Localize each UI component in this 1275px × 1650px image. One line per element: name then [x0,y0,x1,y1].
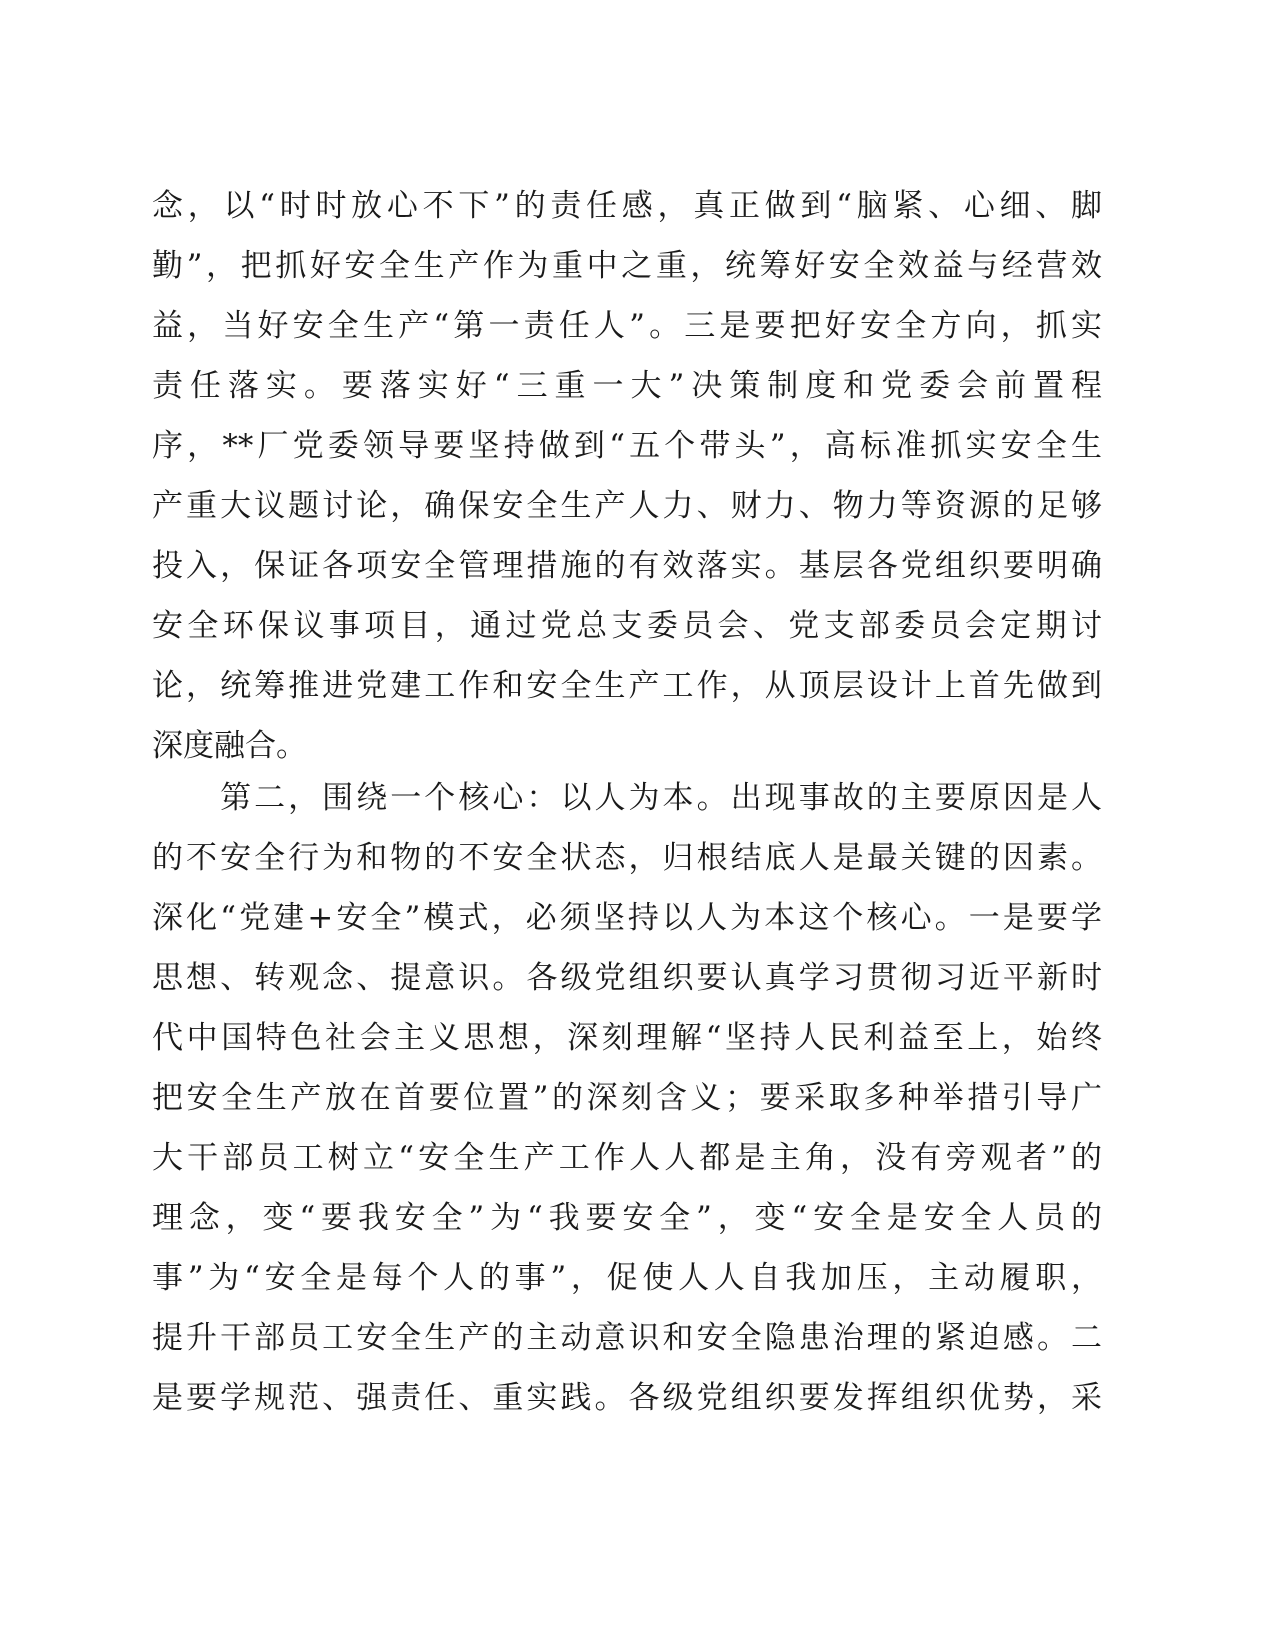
text-line: 是要学规范、强责任、重实践。各级党组织要发挥组织优势，采 [152,1380,1102,1416]
text-line: 深化“党建+安全”模式，必须坚持以人为本这个核心。一是要学 [152,900,1102,936]
text-line: 理念，变“要我安全”为“我要安全”，变“安全是安全人员的 [152,1200,1102,1236]
text-line: 事”为“安全是每个人的事”，促使人人自我加压，主动履职， [152,1260,1102,1296]
text-line: 安全环保议事项目，通过党总支委员会、党支部委员会定期讨 [152,608,1102,644]
text-line: 序，**厂党委领导要坚持做到“五个带头”，高标准抓实安全生 [152,428,1102,464]
text-line: 代中国特色社会主义思想，深刻理解“坚持人民利益至上，始终 [152,1020,1102,1056]
text-line: 把安全生产放在首要位置”的深刻含义；要采取多种举措引导广 [152,1080,1102,1116]
text-line: 投入，保证各项安全管理措施的有效落实。基层各党组织要明确 [152,548,1102,584]
text-line: 的不安全行为和物的不安全状态，归根结底人是最关键的因素。 [152,840,1102,876]
text-line: 提升干部员工安全生产的主动意识和安全隐患治理的紧迫感。二 [152,1320,1102,1356]
text-line: 思想、转观念、提意识。各级党组织要认真学习贯彻习近平新时 [152,960,1102,996]
text-line: 大干部员工树立“安全生产工作人人都是主角，没有旁观者”的 [152,1140,1102,1176]
paragraph-2 [152,768,1102,1428]
text-line: 第二，围绕一个核心：以人为本。出现事故的主要原因是人 [152,780,1102,816]
text-line: 论，统筹推进党建工作和安全生产工作，从顶层设计上首先做到 [152,668,1102,704]
text-line: 益，当好安全生产“第一责任人”。三是要把好安全方向，抓实 [152,308,1102,344]
text-line: 勤”，把抓好安全生产作为重中之重，统筹好安全效益与经营效 [152,248,1102,284]
text-line: 责任落实。要落实好“三重一大”决策制度和党委会前置程 [152,368,1102,404]
text-line: 产重大议题讨论，确保安全生产人力、财力、物力等资源的足够 [152,488,1102,524]
text-line: 念，以“时时放心不下”的责任感，真正做到“脑紧、心细、脚 [152,188,1102,224]
paragraph-1 [152,176,1102,776]
text-line: 深度融合。 [152,728,307,764]
